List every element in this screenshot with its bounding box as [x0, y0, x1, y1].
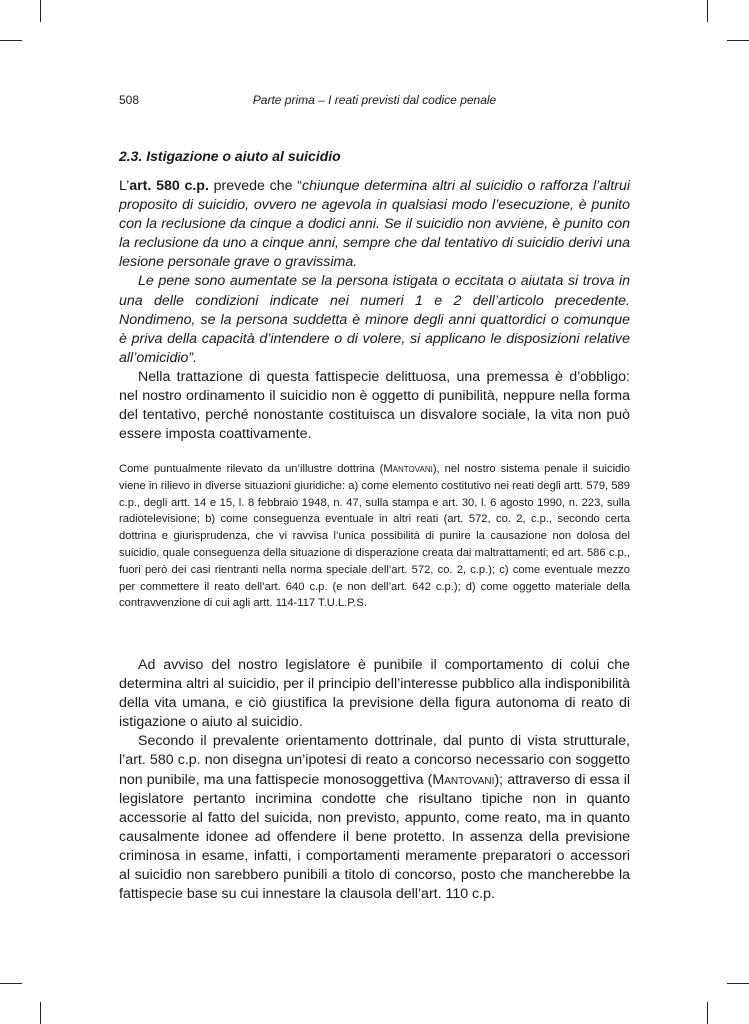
paragraph-article-580 [119, 177, 630, 272]
section-title: 2.3. Istigazione o aiuto al suicidio [119, 148, 341, 164]
main-text-top [119, 177, 630, 444]
crop-mark-bottom-right [707, 1002, 708, 1024]
running-head: Parte prima – I reati previsti dal codice penale [252, 93, 497, 107]
para1-middle: prevede che “ [208, 178, 302, 194]
paragraph-law-quote-continued: Le pene sono aumentate se la persona istigata o eccitata o aiutata si trova in una delle condizioni indicate nei numeri 1 e 2 dell’articolo precedente. Nondimeno, se la persona suddetta è minore degli anni quattordici o comunque è priva della capacità d’intendere o di volere, si applicano le disposizioni relative all’omicidio”. [119, 273, 630, 366]
crop-mark-top-left [40, 0, 41, 22]
crop-mark-top-right [707, 0, 708, 22]
footnote-after: ), nel nostro sistema penale il suicidio viene in rilievo in diverse situazioni giuridiche: a) come elemento costitutivo nei reati degli artt. 579, 589 c.p., degli artt. 14 e 15, l. 8 febbraio 1948, n. 47, sulla stampa e art. 30, l. 6 agosto 1990, n. 223, sulla radiotelevisione; b) come conseguenza eventuale in altri reati (art. 572, co. 2, c.p., secondo certa dottrina e giurisprudenza, che vi ravvisa l’unica possibilità di punire la causazione non dolosa del suicidio, quale conseguenza della situazione di disperazione creata dai maltrattamenti; ed art. 586 c.p., fuori però dei casi rientranti nella norma speciale dell’art. 572, co. 2, c.p.); c) come eventuale mezzo per commettere il reato dell’art. 640 c.p. (e non dell’art. 642 c.p.); d) come oggetto materiale della contravvenzione di cui agli artt. 114-117 T.U.L.P.S. [119, 463, 630, 610]
page-header [119, 93, 630, 109]
footnote-before: Come puntualmente rilevato da un’illustre dottrina ( [119, 463, 384, 475]
paragraph-legislator: Ad avviso del nostro legislatore è punibile il comportamento di colui che determina altri al suicidio, per il principio dell’interesse pubblico alla indisponibilità della vita umana, e ciò giustifica la previsione della figura autonoma di reato di istigazione o aiuto al suicidio. [119, 657, 630, 731]
para5-after: ); attraverso di essa il legislatore pertanto incrimina condotte che risultano tipiche non in quanto accessorie al fatto del suicida, non previsto, appunto, come reato, ma in quanto causalmente idonee ad offendere il bene protetto. In assenza della previsione criminosa in esame, infatti, i comportamenti meramente preparatori o accessori al suicidio non sarebbero punibili a titolo di concorso, posto che mancherebbe la fattispecie base su cui innestare la clausola dell’art. 110 c.p. [119, 771, 630, 903]
para1-lead: L’ [119, 178, 130, 194]
paragraph-premise: Nella trattazione di questa fattispecie delittuosa, una premessa è d’obbligo: nel nostro ordinamento il suicidio non è oggetto di punibilità, neppure nella forma del tentativo, perché nonostante costituisca un disvalore sociale, la vita non può essere imposta coattivamente. [119, 368, 630, 443]
law-quote: chiunque determina altri al suicidio o rafforza l’altrui proposito di suicidio, ovvero ne agevola in qualsiasi modo l’esecuzione, è punito con la reclusione da cinque a dodici anni. Se il suicidio non avviene, è punito con la reclusione da uno a cinque anni, sempre che dal tentativo di suicidio derivi una lesione personale grave o gravissima. [119, 178, 631, 271]
crop-mark-bottom-right [727, 983, 749, 984]
paragraph-doctrine [119, 732, 630, 904]
author-name: Mantovani [383, 463, 433, 475]
crop-mark-top-right [727, 40, 749, 41]
main-text-bottom [119, 656, 630, 904]
author-name: Mantovani [432, 771, 495, 788]
crop-mark-bottom-left [40, 1002, 41, 1024]
page-number: 508 [119, 93, 140, 107]
para5-before: Secondo il prevalente orientamento dottrinale, dal punto di vista strutturale, l’art. 580 c.p. non disegna un’ipotesi di reato a concorso necessario con soggetto non punibile, ma una fattispecie monosoggettiva ( [119, 733, 630, 788]
crop-mark-top-left [0, 40, 22, 41]
article-reference: art. 580 c.p. [129, 178, 209, 194]
crop-mark-bottom-left [0, 983, 22, 984]
footnote-text [119, 461, 630, 612]
footnote-block [119, 461, 630, 612]
